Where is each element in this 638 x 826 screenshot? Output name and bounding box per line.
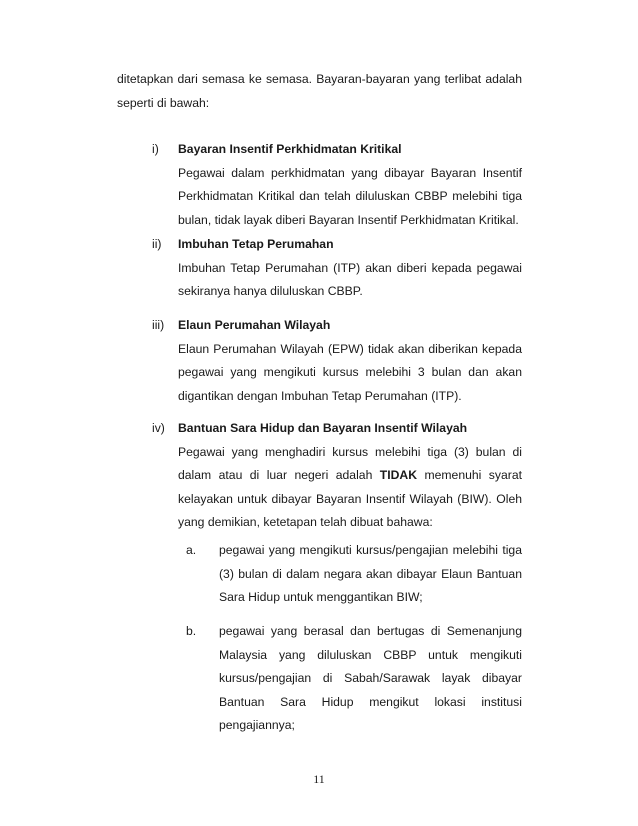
list-item-number: ii) bbox=[152, 237, 162, 251]
list-item-title: Elaun Perumahan Wilayah bbox=[178, 318, 331, 332]
emphasis-text: TIDAK bbox=[379, 468, 418, 483]
list-item-text: Imbuhan Tetap Perumahan (ITP) akan diberi kepada pegawai sekiranya hanya diluluskan CBBP. bbox=[178, 260, 522, 299]
list-item-text-part: memenuhi syarat kelayakan untuk dibayar Bayaran Insentif Wilayah (BIW). Oleh yang demikian, ketetapan telah dibuat bahawa: bbox=[178, 468, 522, 530]
sub-item-text: pegawai yang mengikuti kursus/pengajian melebihi tiga (3) bulan di dalam negara akan dibayar Elaun Bantuan Sara Hidup untuk menggantikan BIW; bbox=[219, 543, 522, 605]
list-item-number: iv) bbox=[152, 421, 165, 435]
intro-paragraph: ditetapkan dari semasa ke semasa. Bayaran-bayaran yang terlibat adalah seperti di bawah: bbox=[117, 72, 522, 110]
list-item-text-part: Pegawai yang menghadiri kursus melebihi tiga (3) bulan di dalam atau di luar negeri adalah bbox=[178, 444, 522, 483]
list-item-text: Elaun Perumahan Wilayah (EPW) tidak akan diberikan kepada pegawai yang mengikuti kursus melebihi 3 bulan dan akan digantikan dengan Imbuhan Tetap Perumahan (ITP). bbox=[178, 341, 522, 403]
list-item-text: Pegawai dalam perkhidmatan yang dibayar Bayaran Insentif Perkhidmatan Kritikal dan telah diluluskan CBBP melebihi tiga bulan, tidak layak diberi Bayaran Insentif Perkhidmatan Kritikal. bbox=[178, 165, 522, 227]
list-item-number: iii) bbox=[152, 318, 165, 332]
list-item-i bbox=[152, 138, 522, 232]
list-item-title: Imbuhan Tetap Perumahan bbox=[178, 237, 334, 251]
list-item-title: Bantuan Sara Hidup dan Bayaran Insentif Wilayah bbox=[178, 421, 468, 435]
sub-item-b bbox=[186, 620, 522, 738]
sub-item-a bbox=[186, 539, 522, 610]
list-item-iii bbox=[152, 314, 522, 408]
list-item-title: Bayaran Insentif Perkhidmatan Kritikal bbox=[178, 142, 402, 156]
list-item-text bbox=[178, 441, 522, 535]
list-item-iv bbox=[152, 417, 522, 535]
sub-item-text: pegawai yang berasal dan bertugas di Semenanjung Malaysia yang diluluskan CBBP untuk mengikuti kursus/pengajian di Sabah/Sarawak layak dibayar Bantuan Sara Hidup mengikut lokasi institusi pengajiannya; bbox=[219, 624, 522, 733]
list-item-ii bbox=[152, 233, 522, 304]
list-item-number: i) bbox=[152, 142, 159, 156]
page-number: 11 bbox=[313, 772, 325, 786]
sub-item-number: b. bbox=[186, 624, 197, 638]
sub-item-number: a. bbox=[186, 543, 197, 557]
